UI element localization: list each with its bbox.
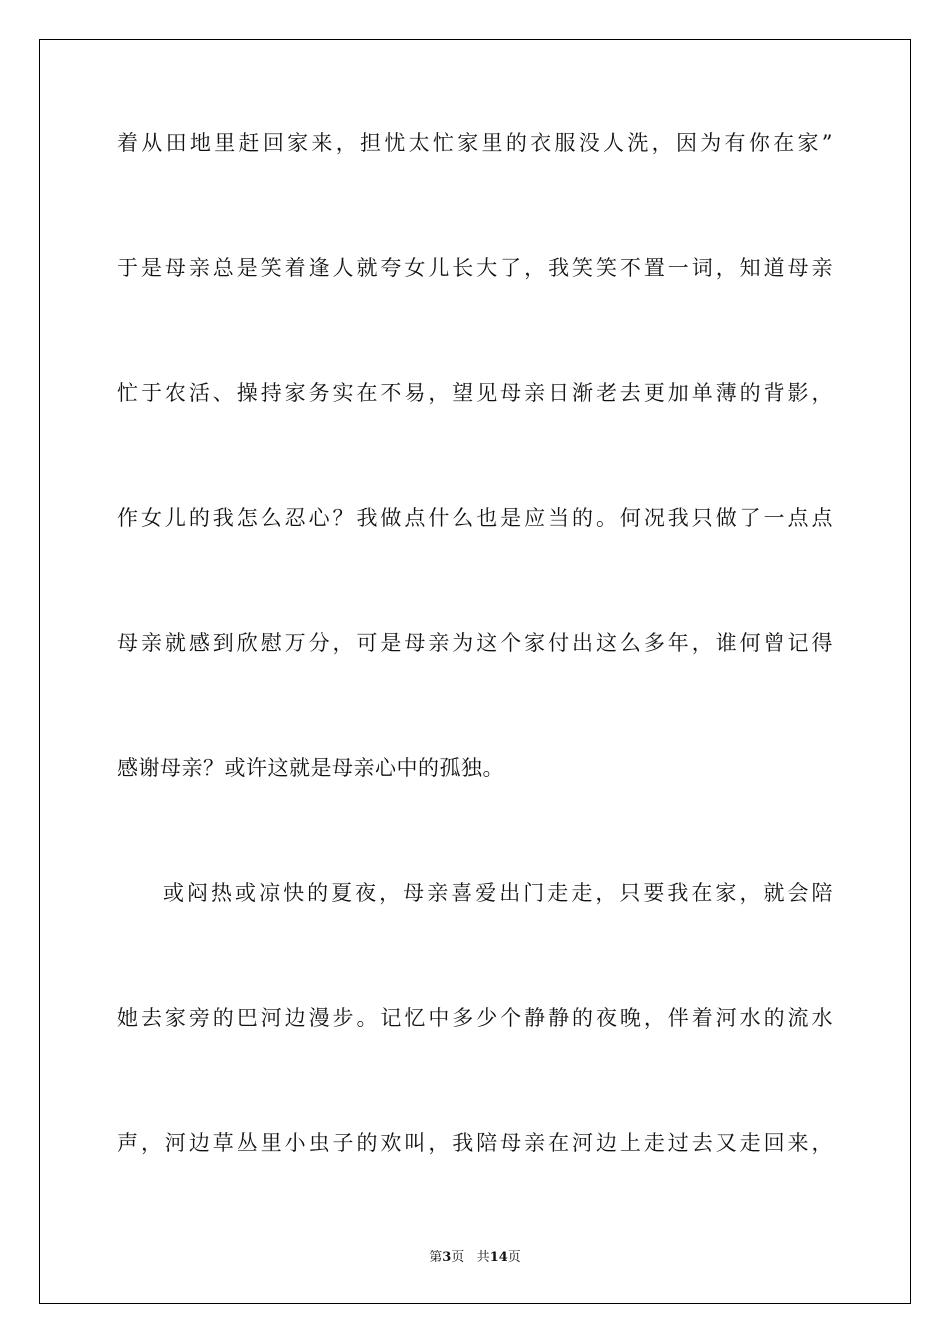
text-line: 于是母亲总是笑着逢人就夸女儿长大了，我笑笑不置一词，知道母亲 — [117, 256, 833, 280]
total-label-suffix: 页 — [507, 1250, 521, 1265]
page-label-suffix: 页 — [451, 1250, 465, 1265]
text-line: 着从田地里赶回家来，担忧太忙家里的衣服没人洗，因为有你在家” — [117, 131, 833, 155]
total-pages: 14 — [489, 1250, 508, 1265]
text-line: 作女儿的我怎么忍心？我做点什么也是应当的。何况我只做了一点点 — [117, 506, 833, 530]
text-line: 母亲就感到欣慰万分，可是母亲为这个家付出这么多年，谁何曾记得 — [117, 631, 833, 655]
text-line: 或闷热或凉快的夏夜，母亲喜爱出门走走，只要我在家，就会陪 — [163, 881, 833, 905]
text-line: 忙于农活、操持家务实在不易，望见母亲日渐老去更加单薄的背影， — [117, 381, 833, 405]
total-label-prefix: 共 — [476, 1250, 490, 1265]
text-line: 感谢母亲？或许这就是母亲心中的孤独。 — [117, 756, 504, 780]
text-line: 声，河边草丛里小虫子的欢叫，我陪母亲在河边上走过去又走回来， — [117, 1131, 833, 1155]
document-body — [117, 128, 833, 1253]
page-number: 3 — [442, 1250, 452, 1265]
text-line: 她去家旁的巴河边漫步。记忆中多少个静静的夜晚，伴着河水的流水 — [117, 1006, 833, 1030]
page-label-prefix: 第 — [429, 1250, 443, 1265]
page-footer — [0, 1246, 950, 1265]
